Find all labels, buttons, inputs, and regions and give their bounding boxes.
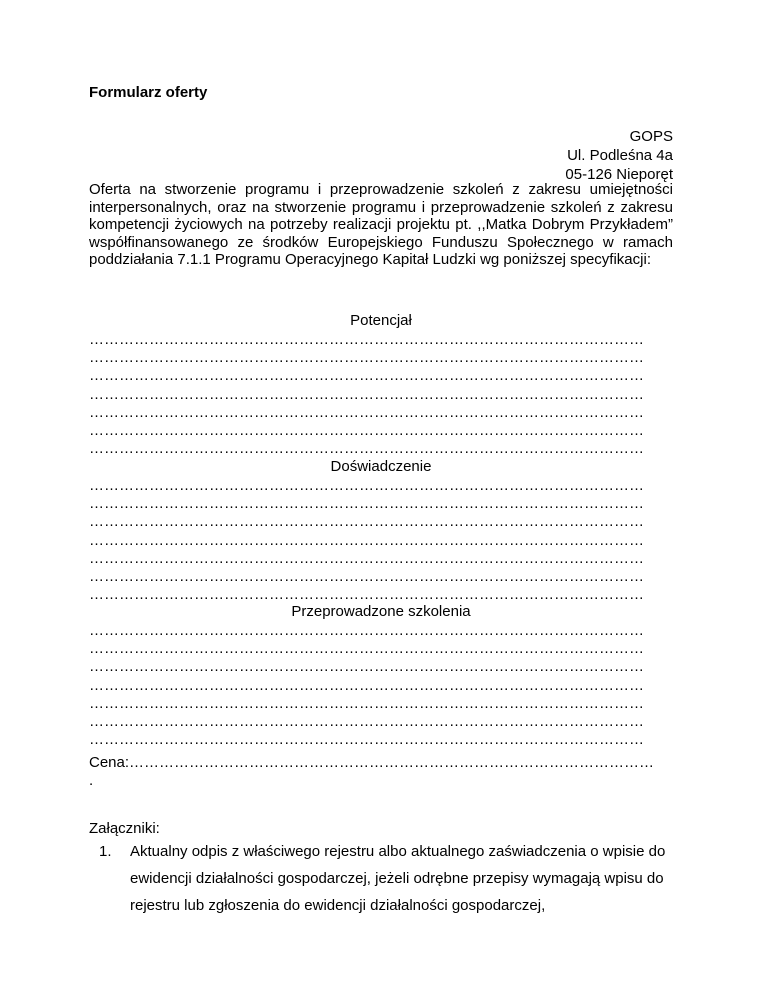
- fill-in-line[interactable]: …………………………………………………………………………………………………: [89, 477, 644, 494]
- list-item: [89, 838, 673, 919]
- section-title-experience: Doświadczenie: [330, 458, 432, 475]
- recipient-city: 05-126 Nieporęt: [565, 166, 673, 183]
- fill-in-line[interactable]: …………………………………………………………………………………………………: [89, 640, 644, 658]
- section-experience: [89, 457, 673, 604]
- attachments-title: Załączniki:: [89, 820, 160, 837]
- section-title-trainings: Przeprowadzone szkolenia: [291, 603, 471, 620]
- form-title: Formularz oferty: [89, 84, 208, 101]
- fill-in-line[interactable]: …………………………………………………………………………………………………: [89, 421, 644, 439]
- fill-in-line[interactable]: …………………………………………………………………………………………………: [89, 531, 644, 549]
- recipient-name: GOPS: [629, 128, 673, 145]
- fill-in-line[interactable]: …………………………………………………………………………………………………: [89, 513, 644, 531]
- price-field[interactable]: Cena:……………………………………………………………………………………………: [89, 754, 655, 771]
- fill-in-lines-experience[interactable]: [89, 477, 673, 604]
- fill-in-line[interactable]: …………………………………………………………………………………………………: [89, 567, 644, 585]
- fill-in-lines-trainings[interactable]: [89, 622, 673, 749]
- fill-in-line[interactable]: …………………………………………………………………………………………………: [89, 676, 644, 694]
- attachments-list: [89, 838, 673, 919]
- fill-in-line[interactable]: …………………………………………………………………………………………………: [89, 586, 644, 604]
- intro-paragraph: Oferta na stworzenie programu i przeprowadzenie szkoleń z zakresu umiejętności interpersonalnych, oraz na stworzenie programu i przeprowadzenie szkoleń z zakresu kompetencji życiowych na potrzeby realizacji projektu pt. ,,Matka Dobrym Przykładem” współfinansowanego ze środków Europejskiego Funduszu Społecznego w ramach poddziałania 7.1.1 Programu Operacyjnego Kapitał Ludzki wg poniższej specyfikacji:: [89, 181, 673, 268]
- fill-in-line[interactable]: …………………………………………………………………………………………………: [89, 712, 644, 730]
- fill-in-line[interactable]: …………………………………………………………………………………………………: [89, 385, 644, 403]
- list-item-text: Aktualny odpis z właściwego rejestru albo aktualnego zaświadczenia o wpisie do ewidencji działalności gospodarczej, jeżeli odrębne przepisy wymagają wpisu do rejestru lub zgłoszenia do ewidencji działalności gospodarczej,: [130, 843, 666, 914]
- fill-in-line[interactable]: …………………………………………………………………………………………………: [89, 731, 644, 749]
- fill-in-lines-potential[interactable]: [89, 331, 673, 458]
- fill-in-line[interactable]: …………………………………………………………………………………………………: [89, 495, 644, 513]
- fill-in-line[interactable]: …………………………………………………………………………………………………: [89, 403, 644, 421]
- fill-in-line[interactable]: …………………………………………………………………………………………………: [89, 658, 644, 676]
- list-item-number: 1.: [99, 843, 112, 860]
- fill-in-line[interactable]: …………………………………………………………………………………………………: [89, 622, 644, 639]
- fill-in-line[interactable]: …………………………………………………………………………………………………: [89, 331, 644, 348]
- fill-in-line[interactable]: …………………………………………………………………………………………………: [89, 349, 644, 367]
- fill-in-line[interactable]: …………………………………………………………………………………………………: [89, 440, 644, 458]
- recipient-address: [565, 127, 673, 184]
- recipient-street: Ul. Podleśna 4a: [567, 147, 673, 164]
- fill-in-line[interactable]: …………………………………………………………………………………………………: [89, 549, 644, 567]
- section-trainings: [89, 602, 673, 749]
- fill-in-line[interactable]: …………………………………………………………………………………………………: [89, 367, 644, 385]
- section-potential: [89, 311, 673, 458]
- fill-in-line[interactable]: …………………………………………………………………………………………………: [89, 694, 644, 712]
- price-field-continuation: .: [89, 772, 94, 789]
- section-title-potential: Potencjał: [350, 312, 412, 329]
